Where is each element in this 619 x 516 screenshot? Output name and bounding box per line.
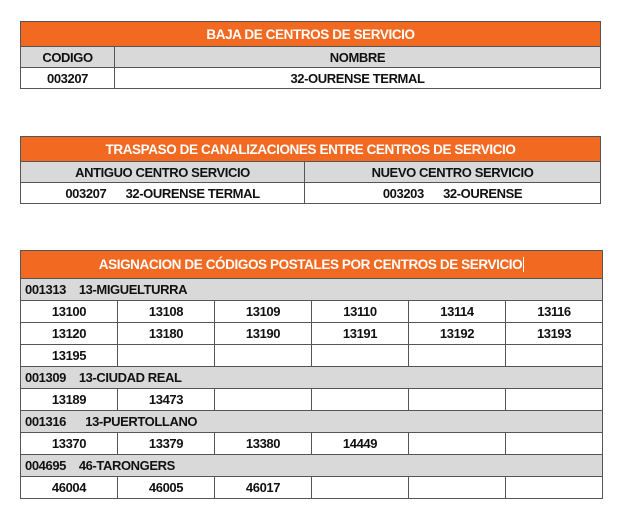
postal-code-cell: [409, 345, 506, 367]
traspaso-col-antiguo: ANTIGUO CENTRO SERVICIO: [21, 162, 305, 183]
table-row: [21, 433, 603, 455]
table-row: [21, 477, 603, 499]
postal-code-cell: 46004: [21, 477, 118, 499]
postal-code-cell: [409, 477, 506, 499]
postal-code-cell: [409, 433, 506, 455]
table-row: [21, 323, 603, 345]
postal-code-cell: [506, 389, 603, 411]
postal-code-cell: 13189: [21, 389, 118, 411]
centro-header: 001316 13-PUERTOLLANO: [21, 411, 603, 433]
postal-code-cell: 13370: [21, 433, 118, 455]
postal-code-cell: [506, 477, 603, 499]
postal-code-cell: 13192: [409, 323, 506, 345]
postal-code-cell: 13195: [21, 345, 118, 367]
baja-col-nombre: NOMBRE: [115, 47, 601, 68]
postal-code-cell: 13379: [118, 433, 215, 455]
table-row: [21, 389, 603, 411]
postal-code-cell: [312, 477, 409, 499]
postal-code-cell: 14449: [312, 433, 409, 455]
traspaso-table: [20, 136, 601, 204]
postal-code-cell: 13110: [312, 301, 409, 323]
postal-code-cell: [312, 389, 409, 411]
postal-code-cell: 13114: [409, 301, 506, 323]
postal-code-cell: [506, 345, 603, 367]
postal-code-cell: 13380: [215, 433, 312, 455]
table-row: [21, 301, 603, 323]
traspaso-col-nuevo: NUEVO CENTRO SERVICIO: [305, 162, 601, 183]
postal-code-cell: [215, 389, 312, 411]
postal-code-cell: 13190: [215, 323, 312, 345]
centro-header: 001309 13-CIUDAD REAL: [21, 367, 603, 389]
asignacion-title: ASIGNACION DE CÓDIGOS POSTALES POR CENTROS DE SERVICIO: [21, 251, 603, 279]
baja-nombre: 32-OURENSE TERMAL: [115, 68, 601, 89]
baja-table: [20, 21, 601, 89]
postal-code-cell: [118, 345, 215, 367]
table-row: [21, 345, 603, 367]
postal-code-cell: [312, 345, 409, 367]
postal-code-cell: [215, 345, 312, 367]
asignacion-table: [20, 250, 603, 499]
centro-header: 001313 13-MIGUELTURRA: [21, 279, 603, 301]
postal-code-cell: [409, 389, 506, 411]
postal-code-cell: 46017: [215, 477, 312, 499]
postal-code-cell: [506, 433, 603, 455]
traspaso-nuevo: 003203 32-OURENSE: [305, 183, 601, 204]
postal-code-cell: 13100: [21, 301, 118, 323]
postal-code-cell: 13109: [215, 301, 312, 323]
baja-title: BAJA DE CENTROS DE SERVICIO: [21, 22, 601, 47]
baja-codigo: 003207: [21, 68, 115, 89]
postal-code-cell: 13120: [21, 323, 118, 345]
baja-col-codigo: CODIGO: [21, 47, 115, 68]
traspaso-antiguo: 003207 32-OURENSE TERMAL: [21, 183, 305, 204]
postal-code-cell: 46005: [118, 477, 215, 499]
postal-code-cell: 13473: [118, 389, 215, 411]
postal-code-cell: 13191: [312, 323, 409, 345]
centro-header: 004695 46-TARONGERS: [21, 455, 603, 477]
postal-code-cell: 13108: [118, 301, 215, 323]
postal-code-cell: 13116: [506, 301, 603, 323]
postal-code-cell: 13193: [506, 323, 603, 345]
traspaso-title: TRASPASO DE CANALIZACIONES ENTRE CENTROS DE SERVICIO: [21, 137, 601, 162]
postal-code-cell: 13180: [118, 323, 215, 345]
